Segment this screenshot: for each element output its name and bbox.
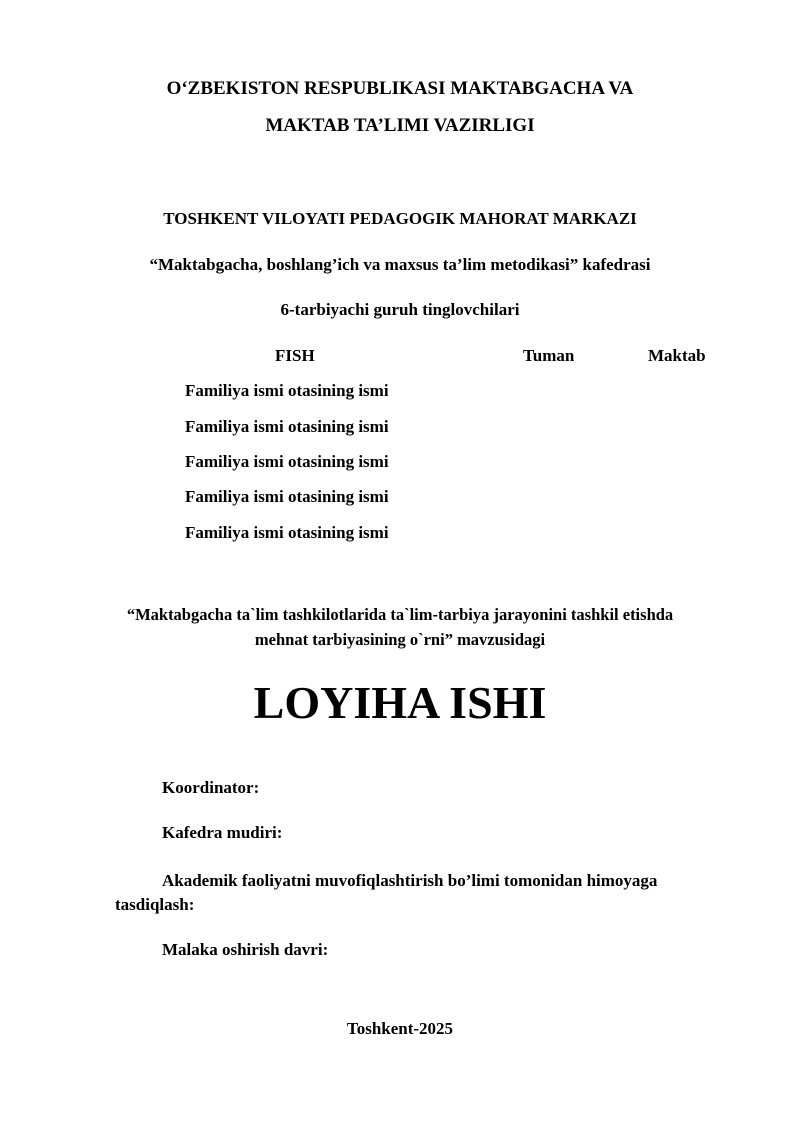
column-header-fish: FISH (275, 346, 315, 365)
coordinator-label: Koordinator: (162, 778, 260, 797)
topic-line1: “Maktabgacha ta`lim tashkilotlarida ta`lim-tarbiya jarayonini tashkil etishda (126, 605, 674, 624)
participant-row: Familiya ismi otasining ismi (185, 381, 389, 400)
approval-label-line2: tasdiqlash: (115, 895, 195, 914)
topic-line2: mehnat tarbiyasining o`rni” mavzusidagi (254, 630, 546, 649)
training-period-label: Malaka oshirish davri: (162, 940, 329, 959)
department-name: “Maktabgacha, boshlang’ich va maxsus ta’lim metodikasi” kafedrasi (149, 255, 651, 274)
participant-row: Familiya ismi otasining ismi (185, 452, 389, 471)
group-name: 6-tarbiyachi guruh tinglovchilari (280, 300, 520, 319)
ministry-title-line1: O‘ZBEKISTON RESPUBLIKASI MAKTABGACHA VA (166, 78, 634, 99)
place-year: Toshkent-2025 (346, 1019, 454, 1038)
participant-row: Familiya ismi otasining ismi (185, 523, 389, 542)
approval-label-line1: Akademik faoliyatni muvofiqlashtirish bo’limi tomonidan himoyaga (162, 871, 658, 890)
column-header-maktab: Maktab (648, 346, 706, 365)
column-header-tuman: Tuman (523, 346, 575, 365)
document-title: LOYIHA ISHI (253, 677, 547, 728)
participant-row: Familiya ismi otasining ismi (185, 417, 389, 436)
center-name: TOSHKENT VILOYATI PEDAGOGIK MAHORAT MARKAZI (163, 209, 637, 228)
department-head-label: Kafedra mudiri: (162, 823, 283, 842)
ministry-title-line2: MAKTAB TA’LIMI VAZIRLIGI (265, 115, 535, 136)
participant-row: Familiya ismi otasining ismi (185, 487, 389, 506)
